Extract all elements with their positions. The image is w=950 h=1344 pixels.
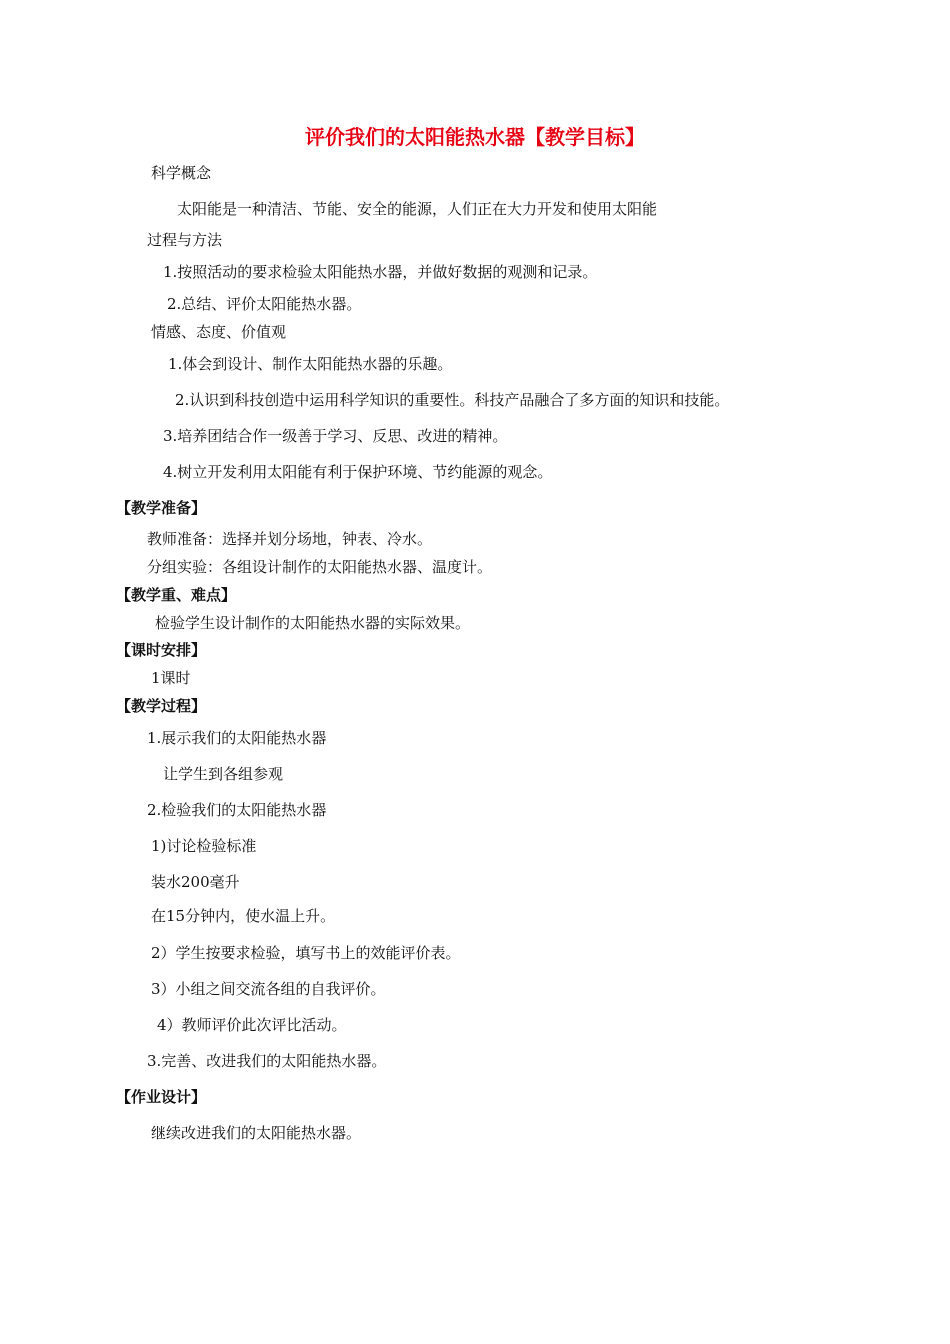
preparation-group: 分组实验：各组设计制作的太阳能热水器、温度计。 xyxy=(147,558,493,576)
key-points-text: 检验学生设计制作的太阳能热水器的实际效果。 xyxy=(155,614,471,632)
process-step-2: 2.检验我们的太阳能热水器 xyxy=(147,801,327,819)
homework-heading: 【作业设计】 xyxy=(116,1088,207,1106)
key-points-heading: 【教学重、难点】 xyxy=(116,586,237,604)
process-step-2c: 3）小组之间交流各组的自我评价。 xyxy=(151,980,386,998)
process-step-2a-time: 在15分钟内，使水温上升。 xyxy=(151,907,336,925)
preparation-teacher: 教师准备：选择并划分场地，钟表、冷水。 xyxy=(147,530,433,548)
process-step-2a-water: 装水200毫升 xyxy=(151,873,240,891)
attitude-item-1: 1.体会到设计、制作太阳能热水器的乐趣。 xyxy=(168,355,453,373)
schedule-heading: 【课时安排】 xyxy=(116,641,207,659)
attitude-item-4: 4.树立开发利用太阳能有利于保护环境、节约能源的观念。 xyxy=(163,463,553,481)
document-title: 评价我们的太阳能热水器【教学目标】 xyxy=(305,125,645,149)
process-heading: 过程与方法 xyxy=(147,231,223,249)
concept-heading: 科学概念 xyxy=(151,164,212,182)
homework-text: 继续改进我们的太阳能热水器。 xyxy=(151,1124,362,1142)
process-step-2d: 4）教师评价此次评比活动。 xyxy=(157,1016,347,1034)
process-section-heading: 【教学过程】 xyxy=(116,697,207,715)
process-step-3: 3.完善、改进我们的太阳能热水器。 xyxy=(147,1052,387,1070)
concept-text: 太阳能是一种清洁、节能、安全的能源，人们正在大力开发和使用太阳能 xyxy=(177,200,658,218)
process-step-1-detail: 让学生到各组参观 xyxy=(163,765,284,783)
schedule-text: 1课时 xyxy=(151,669,191,687)
process-item-1: 1.按照活动的要求检验太阳能热水器，并做好数据的观测和记录。 xyxy=(163,263,598,281)
process-step-2a: 1)讨论检验标准 xyxy=(151,837,257,855)
attitude-item-2: 2.认识到科技创造中运用科学知识的重要性。科技产品融合了多方面的知识和技能。 xyxy=(175,391,730,409)
process-step-1: 1.展示我们的太阳能热水器 xyxy=(147,729,327,747)
process-item-2: 2.总结、评价太阳能热水器。 xyxy=(167,295,362,313)
attitude-item-3: 3.培养团结合作一级善于学习、反思、改进的精神。 xyxy=(163,427,508,445)
attitude-heading: 情感、态度、价值观 xyxy=(151,323,287,341)
process-step-2b: 2）学生按要求检验，填写书上的效能评价表。 xyxy=(151,944,461,962)
preparation-heading: 【教学准备】 xyxy=(116,499,207,517)
